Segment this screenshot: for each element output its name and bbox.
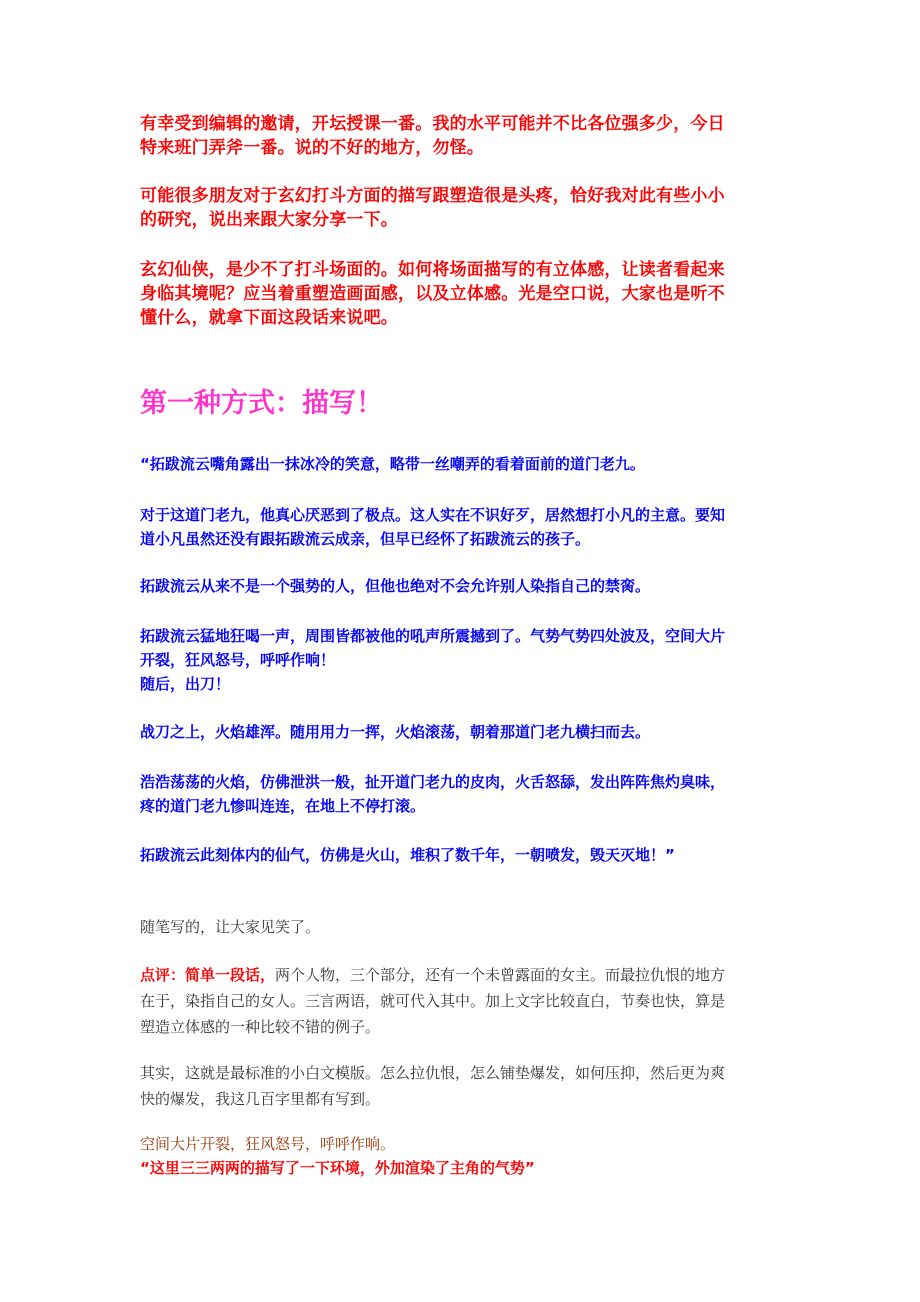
text-line: 道小凡虽然还没有跟拓跋流云成亲，但早已经怀了拓跋流云的孩子。 — [140, 530, 591, 548]
text-line: 对于这道门老九，他真心厌恶到了极点。这人实在不识好歹，居然想打小凡的主意。要知 — [140, 506, 726, 524]
text-line: 其实，这就是最标准的小白文模版。怎么拉仇恨，怎么铺垫爆发，如何压抑，然后更为爽 — [140, 1064, 726, 1082]
template-paragraph — [140, 1060, 780, 1112]
text-line: 特来班门弄斧一番。说的不好的地方，勿怪。 — [140, 138, 484, 158]
text-line: 玄幻仙侠，是少不了打斗场面的。如何将场面描写的有立体感，让读者看起来 — [140, 260, 725, 280]
text-line: 随后，出刀！ — [140, 675, 231, 693]
text-line: 在于，染指自己的女人。三言两语，就可代入其中。加上文字比较直白，节奏也快，算是 — [140, 992, 726, 1010]
excerpt-paragraph-4 — [140, 624, 780, 696]
text-line: 快的爆发，我这几百字里都有写到。 — [140, 1090, 381, 1108]
intro-paragraph-3 — [140, 258, 780, 330]
review-label: 点评：简单一段话， — [140, 966, 276, 984]
text-line: 拓跋流云猛地狂喝一声，周围皆都被他的吼声所震撼到了。气势气势四处波及，空间大片 — [140, 627, 726, 645]
text-line: 有幸受到编辑的邀请，开坛授课一番。我的水平可能并不比各位强多少，今日 — [140, 114, 725, 134]
excerpt-paragraph-5 — [140, 720, 780, 744]
quote-block — [140, 1132, 780, 1180]
intro-paragraph-1 — [140, 112, 780, 160]
review-paragraph — [140, 962, 780, 1040]
excerpt-paragraph-7 — [140, 843, 780, 867]
text-line: 身临其境呢？应当着重塑造画面感，以及立体感。光是空口说，大家也是听不 — [140, 284, 725, 304]
text-line: 战刀之上，火焰雄浑。随用用力一挥，火焰滚荡，朝着那道门老九横扫而去。 — [140, 723, 651, 741]
excerpt-paragraph-6 — [140, 770, 780, 818]
quote-red-line: “这里三三两两的描写了一下环境，外加渲染了主角的气势” — [140, 1159, 535, 1177]
text-line: 浩浩荡荡的火焰，仿佛泄洪一般，扯开道门老九的皮肉，火舌怒舔，发出阵阵焦灼臭味， — [140, 773, 726, 791]
text-line: 的研究，说出来跟大家分享一下。 — [140, 210, 398, 230]
text-line: 两个人物，三个部分，还有一个未曾露面的女主。而最拉仇恨的地方 — [275, 966, 726, 984]
casual-note — [140, 914, 780, 940]
text-line: 拓跋流云此刻体内的仙气，仿佛是火山，堆积了数千年，一朝喷发，毁天灭地！” — [140, 846, 675, 864]
text-line: 随笔写的，让大家见笑了。 — [140, 918, 321, 936]
quote-brown-line: 空间大片开裂，狂风怒号，呼呼作响。 — [140, 1135, 396, 1153]
section-heading: 第一种方式：描写！ — [140, 388, 383, 419]
text-line: 塑造立体感的一种比较不错的例子。 — [140, 1018, 381, 1036]
review-first-line — [140, 962, 780, 988]
excerpt-paragraph-2 — [140, 503, 780, 551]
excerpt-paragraph-3 — [140, 574, 780, 598]
text-line: 疼的道门老九惨叫连连，在地上不停打滚。 — [140, 797, 426, 815]
text-line: 可能很多朋友对于玄幻打斗方面的描写跟塑造很是头疼，恰好我对此有些小小 — [140, 186, 725, 206]
text-line: 开裂，狂风怒号，呼呼作响！ — [140, 651, 336, 669]
intro-paragraph-2 — [140, 184, 780, 232]
text-line: 拓跋流云从来不是一个强势的人，但他也绝对不会允许别人染指自己的禁脔。 — [140, 577, 651, 595]
text-line: 懂什么，就拿下面这段话来说吧。 — [140, 308, 398, 328]
text-line: “拓跋流云嘴角露出一抹冰冷的笑意，略带一丝嘲弄的看着面前的道门老九。 — [140, 455, 645, 473]
excerpt-paragraph-1 — [140, 452, 780, 476]
